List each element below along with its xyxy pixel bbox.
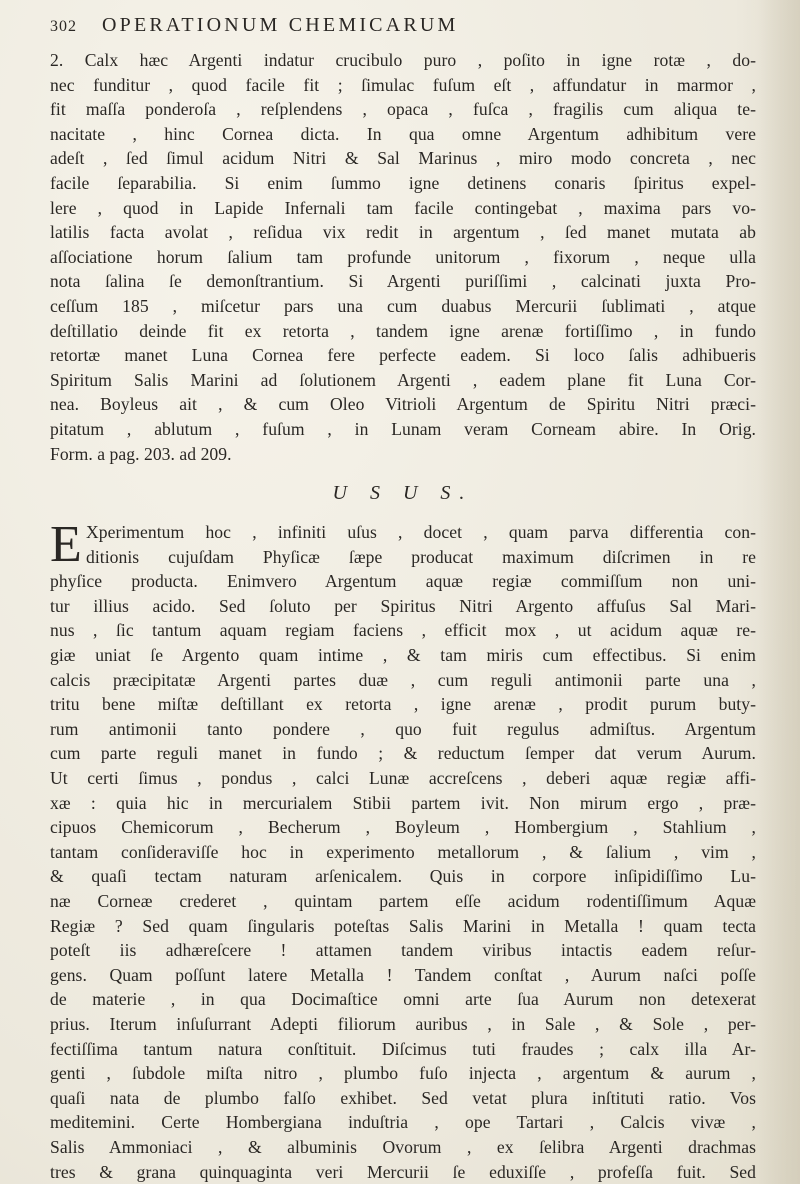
text-line: Salis Ammoniaci , & albuminis Ovorum , ex ſelibra Argenti drachmas [50, 1136, 756, 1157]
text-line: fectiſſima tantum natura conſtituit. Diſcimus tuti fraudes ; calx illa Ar- [50, 1038, 756, 1059]
page-edge-shadow [758, 0, 800, 1184]
text-line: gens. Quam poſſunt latere Metalla ! Tandem conſtat , Aurum naſci poſſe [50, 964, 756, 985]
text-line: 2. Calx hæc Argenti indatur crucibulo puro , poſito in igne rotæ , do- [50, 50, 756, 70]
text-line: giæ uniat ſe Argento quam intime , & tam miris cum effectibus. Si enim [50, 645, 756, 666]
text-line: cum parte reguli manet in fundo ; & reductum ſemper dat verum Aurum. [50, 743, 756, 764]
text-line: ditionis cujuſdam Phyſicæ ſæpe producat maximum diſcrimen in re [86, 546, 756, 567]
text-line: deſtillatio deinde fit ex retorta , tandem igne arenæ fortiſſimo , in fundo [50, 320, 756, 341]
text-line: nus , ſic tantum aquam regiam faciens , efficit mox , ut acidum aquæ re- [50, 620, 756, 641]
page-number: 302 [50, 18, 77, 35]
text-line: rum antimonii tanto pondere , quo fuit regulus admiſtus. Argentum [50, 718, 756, 739]
text-line: lere , quod in Lapide Infernali tam facile contingebat , maxima pars vo- [50, 197, 756, 218]
text-line: genti , ſubdole miſta nitro , plumbo fuſo injecta , argentum & aurum , [50, 1063, 756, 1084]
text-line: latilis facta avolat , reſidua vix redit in argentum , ſed manet mutata ab [50, 222, 756, 243]
text-line: nota ſalina ſe demonſtrantium. Si Argenti puriſſimi , calcinati juxta Pro- [50, 271, 756, 292]
text-line: ceſſum 185 , miſcetur pars una cum duabus Mercurii ſublimati , atque [50, 295, 756, 316]
text-line: tur illius acido. Sed ſoluto per Spiritus Nitri Argento affuſus Sal Mari- [50, 595, 756, 616]
running-head: OPERATIONUM CHEMICARUM [102, 14, 459, 36]
text-line: quaſi nata de plumbo falſo exhibet. Sed vetat plura inſtituti ratio. Vos [50, 1087, 756, 1108]
text-line: facile ſeparabilia. Si enim ſummo igne detinens conaris ſpiritus expel- [50, 172, 756, 193]
text-line: pitatum , ablutum , fuſum , in Lunam veram Corneam abire. In Orig. [50, 418, 756, 439]
text-line: adeſt , ſed ſimul acidum Nitri & Sal Marinus , miro modo concreta , nec [50, 148, 756, 169]
text-line: meditemini. Certe Hombergiana induſtria , ope Tartari , Calcis vivæ , [50, 1112, 756, 1133]
text-line: cipuos Chemicorum , Becherum , Boyleum , Hombergium , Stahlium , [50, 817, 756, 838]
paragraph-1 [50, 48, 756, 466]
text-line: Xperimentum hoc , infiniti uſus , docet , quam parva differentia con- [86, 522, 756, 543]
text-line: Ut certi ſimus , pondus , calci Lunæ accreſcens , deberi aquæ regiæ affi- [50, 768, 756, 789]
drop-cap: E [50, 516, 82, 574]
text-line: fit maſſa ponderoſa , reſplendens , opaca , fuſca , fragilis cum aliqua te- [50, 99, 756, 120]
text-line: nea. Boyleus ait , & cum Oleo Vitrioli Argentum de Spiritu Nitri præci- [50, 394, 756, 415]
text-line: aſſociatione horum ſalium tam profunde unitorum , fixorum , neque ulla [50, 246, 756, 267]
text-line: Regiæ ? Sed quam ſingularis poteſtas Salis Marini in Metalla ! quam tecta [50, 915, 756, 936]
text-line: prius. Iterum inſuſurrant Adepti filiorum auribus , in Sale , & Sole , per- [50, 1013, 756, 1034]
text-line: tritu bene miſtæ deſtillant ex retorta , igne arenæ , prodit purum buty- [50, 694, 756, 715]
text-line: & quaſi tectam naturam arſenicalem. Quis in corpore inſipidiſſimo Lu- [50, 866, 756, 887]
text-line: de materie , in qua Docimaſtice omni arte ſua Aurum non detexerat [50, 989, 756, 1010]
text-line: phyſice producta. Enimvero Argentum aquæ regiæ commiſſum non uni- [50, 571, 756, 592]
text-line: nacitate , hinc Cornea dicta. In qua omne Argentum adhibitum vere [50, 123, 756, 144]
text-line: næ Corneæ crederet , quintam partem eſſe acidum rodentiſſimum Aquæ [50, 891, 756, 911]
text-line: nec funditur , quod facile fit ; ſimulac fuſum eſt , affundatur in marmor , [50, 74, 756, 95]
paragraph-2 [50, 516, 756, 1184]
text-line: tantam conſideraviſſe hoc in experimento metallorum , & ſalium , vim , [50, 841, 756, 862]
text-line: tres & grana quinquaginta veri Mercurii ſe eduxiſſe , profeſſa fuit. Sed [50, 1161, 756, 1182]
text-line: Form. a pag. 203. ad 209. [50, 443, 232, 464]
text-line: poteſt iis adhæreſcere ! attamen tandem viribus intactis eadem reſur- [50, 940, 756, 961]
section-heading: U S U S. [332, 482, 474, 505]
text-line: calcis præcipitatæ Argenti partes duæ , cum reguli antimonii parte una , [50, 669, 756, 690]
text-block [50, 14, 756, 1184]
page-header [50, 14, 756, 44]
text-line: xæ : quia hic in mercurialem Stibii partem ivit. Non mirum ergo , præ- [50, 792, 756, 813]
text-line: retortæ manet Luna Cornea fere perfecte eadem. Si loco ſalis adhibueris [50, 345, 756, 366]
text-line: Spiritum Salis Marini ad ſolutionem Argenti , eadem plane fit Luna Cor- [50, 369, 756, 390]
